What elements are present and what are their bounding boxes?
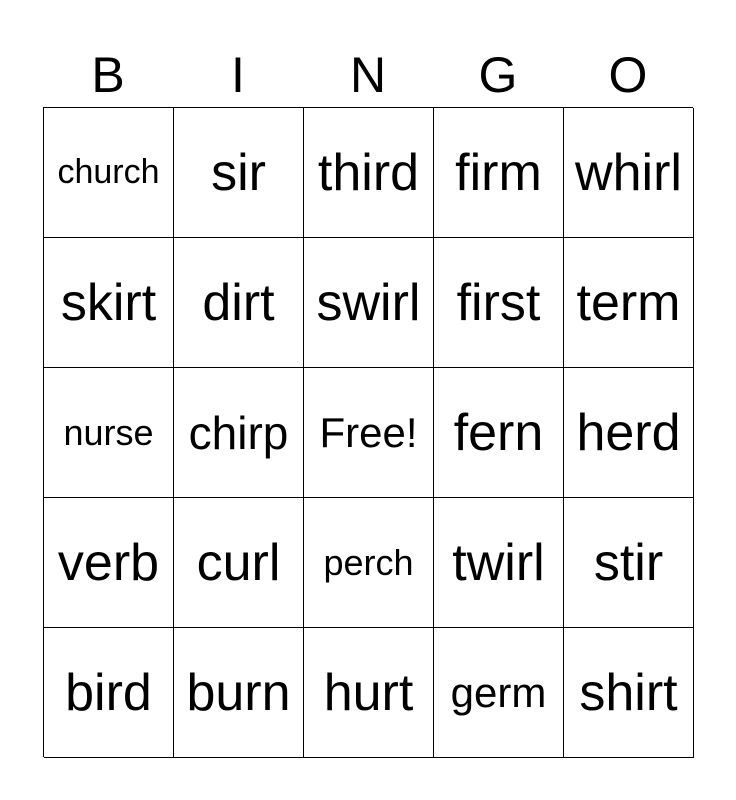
bingo-cell[interactable]: first [434,238,564,368]
bingo-cell[interactable]: skirt [44,238,174,368]
bingo-cell[interactable]: chirp [174,368,304,498]
bingo-cell[interactable]: fern [434,368,564,498]
bingo-cell[interactable]: nurse [44,368,174,498]
header-letter-b: B [91,47,125,103]
bingo-card [43,107,693,757]
bingo-cell[interactable]: dirt [174,238,304,368]
bingo-cell[interactable]: stir [564,498,694,628]
bingo-header [43,44,693,106]
free-space-cell[interactable]: Free! [304,368,434,498]
bingo-cell[interactable]: sir [174,108,304,238]
bingo-cell[interactable]: herd [564,368,694,498]
bingo-cell[interactable]: burn [174,628,304,758]
bingo-cell[interactable]: firm [434,108,564,238]
bingo-cell[interactable]: curl [174,498,304,628]
bingo-cell[interactable]: whirl [564,108,694,238]
header-letter-n: N [349,47,387,103]
bingo-cell[interactable]: swirl [304,238,434,368]
bingo-cell[interactable]: bird [44,628,174,758]
header-letter-g: G [478,47,518,103]
header-letter-i: I [231,47,245,103]
bingo-cell[interactable]: hurt [304,628,434,758]
bingo-cell[interactable]: church [44,108,174,238]
bingo-cell[interactable]: perch [304,498,434,628]
bingo-cell[interactable]: third [304,108,434,238]
bingo-cell[interactable]: shirt [564,628,694,758]
header-letter-o: O [608,47,648,103]
bingo-cell[interactable]: germ [434,628,564,758]
bingo-cell[interactable]: verb [44,498,174,628]
bingo-cell[interactable]: term [564,238,694,368]
bingo-cell[interactable]: twirl [434,498,564,628]
